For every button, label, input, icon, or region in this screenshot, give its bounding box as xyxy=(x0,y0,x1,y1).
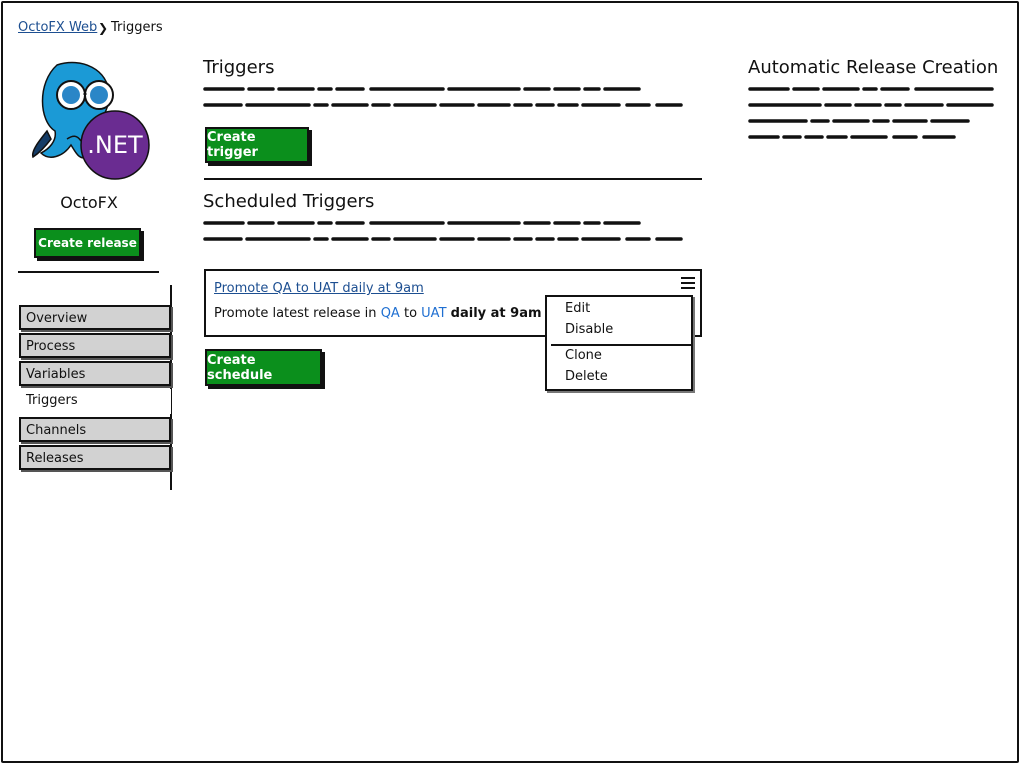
create-schedule-button[interactable]: Create schedule xyxy=(205,349,322,386)
breadcrumb-project-link[interactable]: OctoFX Web xyxy=(18,20,98,35)
menu-icon[interactable] xyxy=(681,277,695,289)
breadcrumb-current: Triggers xyxy=(111,20,163,35)
menu-item-edit[interactable]: Edit xyxy=(565,301,591,316)
create-release-button[interactable]: Create release xyxy=(34,228,141,258)
to-environment-link[interactable]: UAT xyxy=(421,306,447,321)
menu-divider xyxy=(551,344,691,346)
trigger-description xyxy=(214,306,542,321)
sidebar-item-triggers[interactable]: Triggers xyxy=(19,389,171,414)
scheduled-triggers-heading: Scheduled Triggers xyxy=(203,191,375,212)
sidebar-item-overview[interactable]: Overview xyxy=(19,305,171,330)
menu-item-delete[interactable]: Delete xyxy=(565,369,608,384)
dotnet-badge-text: .NET xyxy=(87,131,143,159)
dotnet-badge-icon xyxy=(81,111,149,179)
sidebar-item-variables[interactable]: Variables xyxy=(19,361,171,386)
project-logo xyxy=(29,61,155,185)
from-environment-link[interactable]: QA xyxy=(380,306,400,321)
triggers-heading: Triggers xyxy=(203,57,275,78)
automatic-release-description-placeholder xyxy=(748,83,998,147)
trigger-title-link[interactable]: Promote QA to UAT daily at 9am xyxy=(214,281,424,296)
menu-item-disable[interactable]: Disable xyxy=(565,322,614,337)
create-trigger-button[interactable]: Create trigger xyxy=(205,127,309,163)
sidebar-item-channels[interactable]: Channels xyxy=(19,417,171,442)
trigger-schedule: daily at 9am xyxy=(450,306,542,321)
triggers-description-placeholder xyxy=(203,83,687,113)
automatic-release-heading: Automatic Release Creation xyxy=(748,57,999,78)
trigger-desc-prefix: Promote latest release in xyxy=(214,306,377,321)
sidebar-item-releases[interactable]: Releases xyxy=(19,445,171,470)
project-name: OctoFX xyxy=(60,193,118,212)
app-window xyxy=(1,1,1019,763)
sidebar-item-process[interactable]: Process xyxy=(19,333,171,358)
trigger-desc-to: to xyxy=(403,306,418,321)
sidebar-divider xyxy=(18,271,159,273)
scheduled-description-placeholder xyxy=(203,217,687,247)
section-divider xyxy=(204,178,702,180)
trigger-context-menu xyxy=(545,295,693,391)
chevron-right-icon: ❯ xyxy=(98,21,109,35)
menu-item-clone[interactable]: Clone xyxy=(565,348,602,363)
